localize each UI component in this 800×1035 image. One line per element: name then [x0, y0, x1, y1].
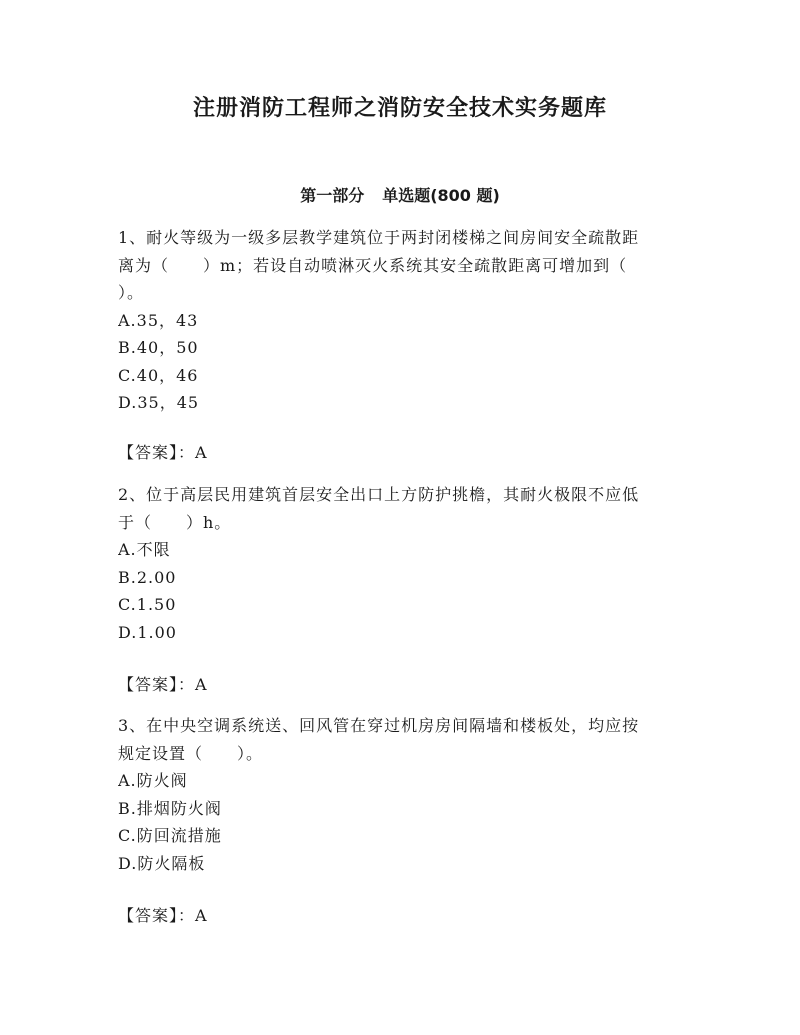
- question-stem-line: 2、位于高层民用建筑首层安全出口上方防护挑檐，其耐火极限不应低: [118, 485, 640, 504]
- section-name: 单选题(800 题): [382, 186, 500, 205]
- option-a: A.35，43: [118, 310, 199, 330]
- option-b: B.40，50: [118, 338, 199, 357]
- question-stem-line: 于（ ）h。: [118, 512, 232, 532]
- section-part: 第一部分: [300, 186, 365, 205]
- answer-value: A: [195, 443, 208, 462]
- answer-label: 【答案】：: [118, 443, 196, 462]
- question-2: [118, 481, 684, 646]
- option-b: B.2.00: [118, 567, 177, 587]
- question-1: [118, 224, 684, 417]
- document-title: 注册消防工程师之消防安全技术实务题库: [192, 96, 607, 121]
- option-c: C.40，46: [118, 365, 199, 385]
- question-stem-line: 离为（ ）m；若设自动喷淋灭火系统其安全疏散距离可增加到（: [118, 255, 628, 275]
- question-stem-line: ）。: [118, 283, 145, 302]
- option-a: A.不限: [118, 540, 171, 559]
- option-c: C.1.50: [118, 595, 177, 614]
- answer-3: [118, 902, 208, 929]
- answer-2: [118, 671, 208, 698]
- answer-label: 【答案】：: [118, 675, 196, 694]
- question-stem-line: 3、在中央空调系统送、回风管在穿过机房房间隔墙和楼板处，均应按: [118, 716, 640, 735]
- option-d: D.防火隔板: [118, 853, 206, 873]
- answer-value: A: [195, 906, 208, 925]
- answer-value: A: [195, 675, 208, 694]
- option-d: D.35，45: [118, 393, 200, 412]
- answer-1: [118, 439, 208, 466]
- question-stem-line: 规定设置（ ）。: [118, 743, 264, 763]
- option-d: D.1.00: [118, 622, 177, 642]
- option-c: C.防回流措施: [118, 826, 222, 845]
- section-heading: [0, 183, 800, 209]
- question-3: [118, 712, 684, 877]
- option-a: A.防火阀: [118, 771, 188, 790]
- answer-label: 【答案】：: [118, 906, 196, 925]
- question-stem-line: 1、耐火等级为一级多层教学建筑位于两封闭楼梯之间房间安全疏散距: [118, 228, 640, 247]
- option-b: B.排烟防火阀: [118, 798, 222, 818]
